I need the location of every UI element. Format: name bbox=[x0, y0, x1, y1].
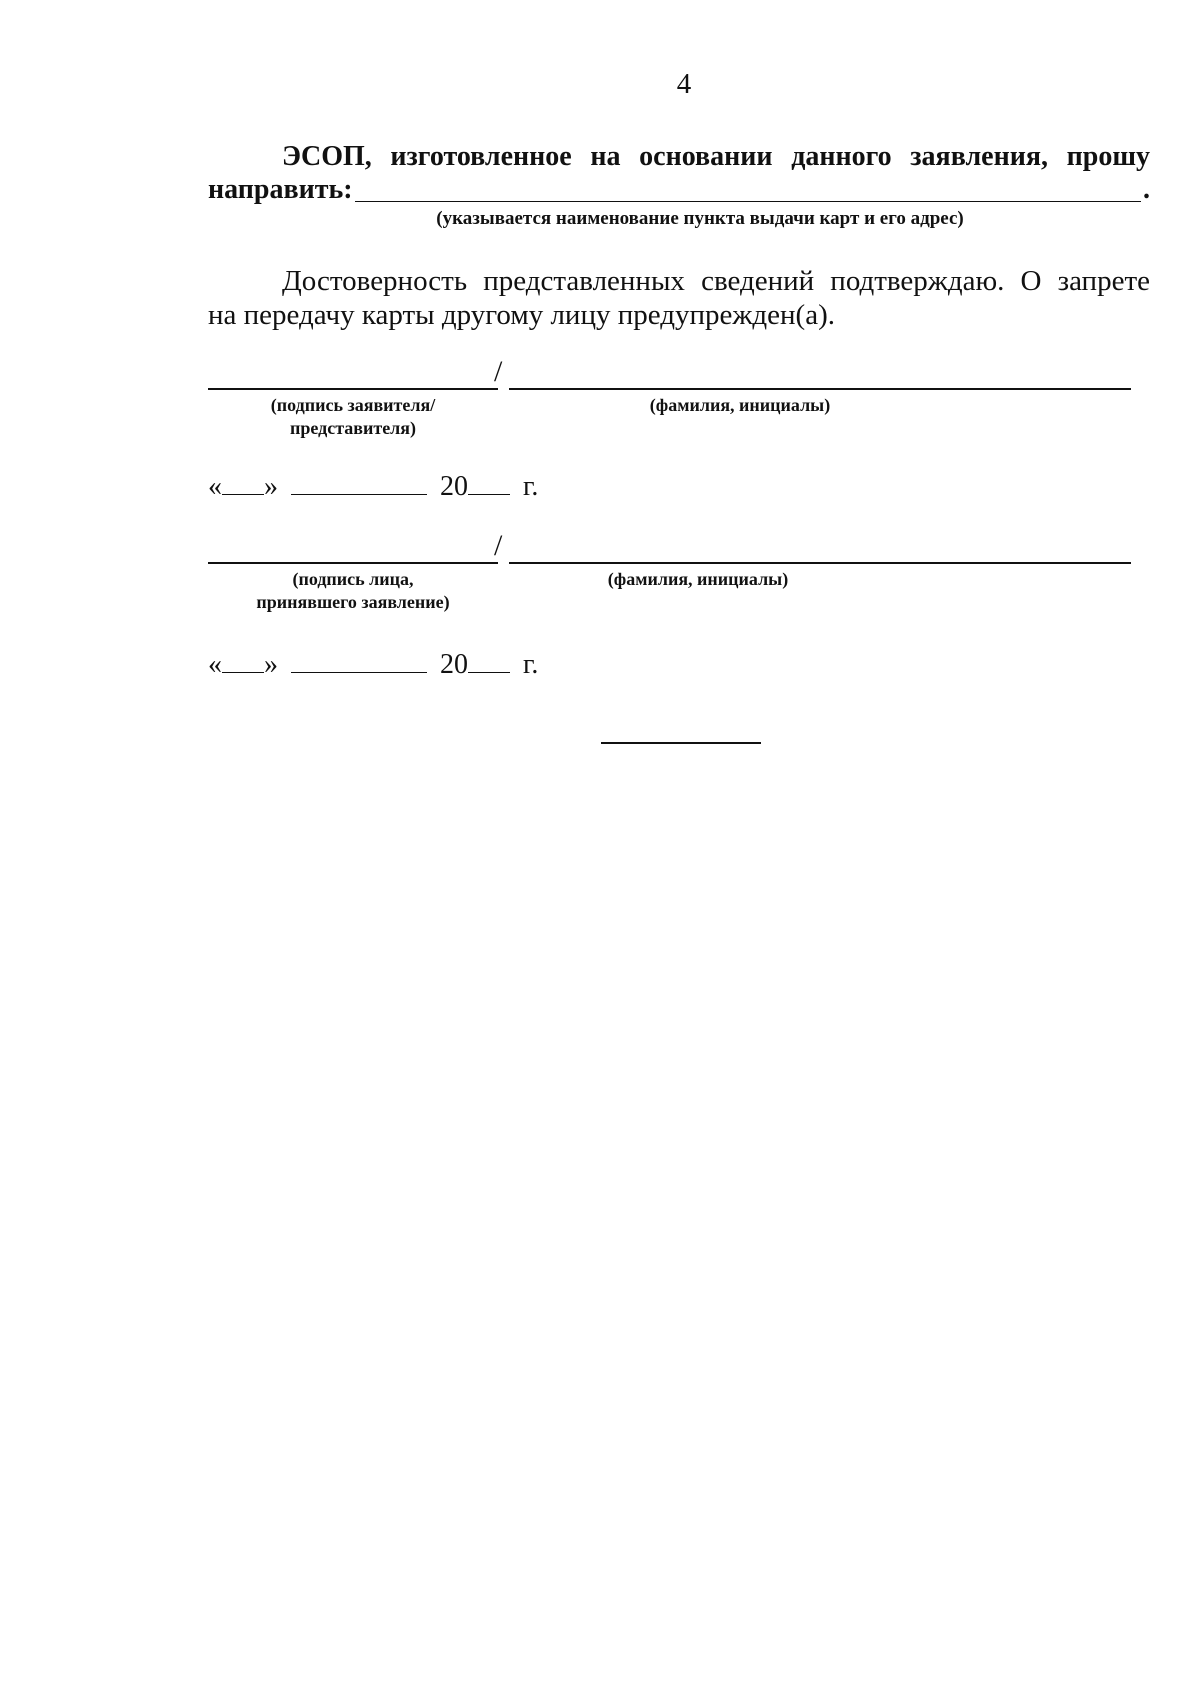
receiver-signature-caption bbox=[228, 568, 478, 614]
end-separator bbox=[601, 742, 761, 744]
applicant-date-month-field[interactable] bbox=[291, 470, 427, 495]
applicant-date bbox=[208, 470, 538, 503]
applicant-date-close-quote: » bbox=[264, 471, 278, 502]
receiver-signature-caption-line-2: принявшего заявление) bbox=[256, 592, 450, 612]
receiver-name-field[interactable] bbox=[509, 562, 1131, 564]
applicant-signature-caption-line-1: (подпись заявителя/ bbox=[270, 395, 436, 415]
page-number: 4 bbox=[676, 68, 692, 100]
applicant-slash: / bbox=[494, 355, 503, 388]
receiver-date-close-quote: » bbox=[264, 649, 278, 680]
receiver-date-month-field[interactable] bbox=[291, 648, 427, 673]
receiver-date-year-field[interactable] bbox=[468, 648, 510, 673]
receiver-name-caption: (фамилия, инициалы) bbox=[607, 569, 789, 589]
applicant-signature-field[interactable] bbox=[208, 388, 498, 390]
applicant-date-day-field[interactable] bbox=[222, 470, 264, 495]
applicant-name-field[interactable] bbox=[509, 388, 1131, 390]
applicant-signature-caption-line-2: представителя) bbox=[289, 418, 417, 438]
delivery-line-end: . bbox=[1143, 174, 1150, 205]
delivery-label: направить: bbox=[208, 174, 353, 205]
applicant-date-year-suffix: г. bbox=[523, 471, 539, 502]
delivery-line-2 bbox=[208, 173, 1150, 206]
confirmation-paragraph bbox=[208, 264, 1150, 332]
receiver-slash: / bbox=[494, 529, 503, 562]
delivery-paragraph bbox=[208, 140, 1150, 206]
delivery-hint: (указывается наименование пункта выдачи карт и его адрес) bbox=[436, 208, 964, 229]
applicant-date-year-prefix: 20 bbox=[440, 471, 468, 502]
applicant-signature-caption bbox=[228, 394, 478, 440]
receiver-signature-caption-line-1: (подпись лица, bbox=[292, 569, 414, 589]
applicant-date-year-field[interactable] bbox=[468, 470, 510, 495]
delivery-line-1: ЭСОП, изготовленное на основании данного заявления, прошу bbox=[282, 141, 1150, 172]
receiver-date bbox=[208, 648, 538, 681]
receiver-date-open-quote: « bbox=[208, 649, 222, 680]
confirmation-line-1: Достоверность представленных сведений подтверждаю. О запрете bbox=[282, 265, 1150, 297]
applicant-date-open-quote: « bbox=[208, 471, 222, 502]
confirmation-line-2: на передачу карты другому лицу предупрежден(а). bbox=[208, 299, 835, 331]
applicant-name-caption: (фамилия, инициалы) bbox=[649, 395, 831, 415]
receiver-date-year-prefix: 20 bbox=[440, 649, 468, 680]
delivery-address-field[interactable] bbox=[355, 174, 1141, 202]
receiver-date-year-suffix: г. bbox=[523, 649, 539, 680]
receiver-signature-field[interactable] bbox=[208, 562, 498, 564]
receiver-date-day-field[interactable] bbox=[222, 648, 264, 673]
